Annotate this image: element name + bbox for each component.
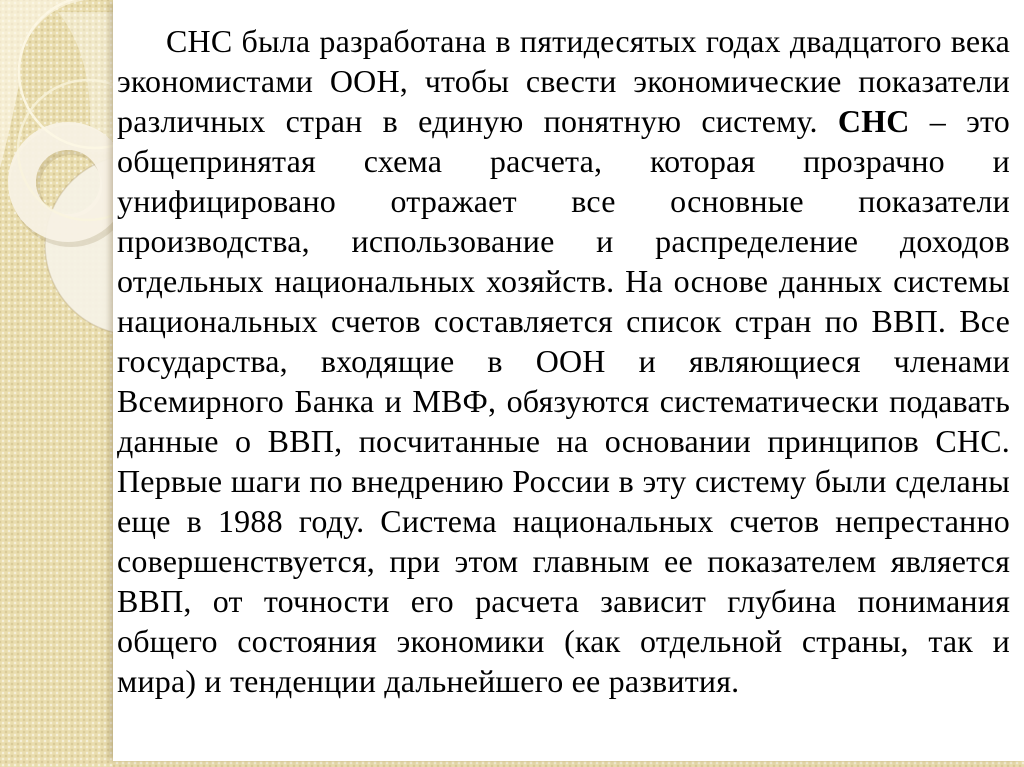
paragraph-text-after-bold: – это общепринятая схема расчета, которая прозрачно и унифицировано отражает все основные показатели производства, использование и распределение доходов отдельных национальных хозяйств. На основе данных системы национальных счетов составляется список стран по ВВП. Все государства, входящие в ООН и являющиеся членами Всемирного Банка и МВФ, обязуются систематически подавать данные о ВВП, посчитанные на основании принципов СНС. Первые шаги по внедрению России в эту систему были сделаны еще в 1988 году. Система национальных счетов непрестанно совершенствуется, при этом главным ее показателем является ВВП, от точности его расчета зависит глубина понимания общего состояния экономики (как отдельной страны, так и мира) и тенденции дальнейшего ее развития. bbox=[117, 103, 1010, 699]
content-panel bbox=[113, 0, 1024, 761]
decorative-circles bbox=[0, 0, 113, 767]
bold-term: СНС bbox=[837, 103, 910, 139]
paragraph-text-before-bold: СНС была разработана в пятидесятых годах двадцатого века экономистами ООН, чтобы свести экономические показатели различных стран в единую понятную систему. bbox=[117, 23, 1010, 139]
decorative-sidebar bbox=[0, 0, 113, 767]
body-paragraph bbox=[117, 21, 1010, 701]
bottom-accent-strip bbox=[0, 760, 1024, 767]
